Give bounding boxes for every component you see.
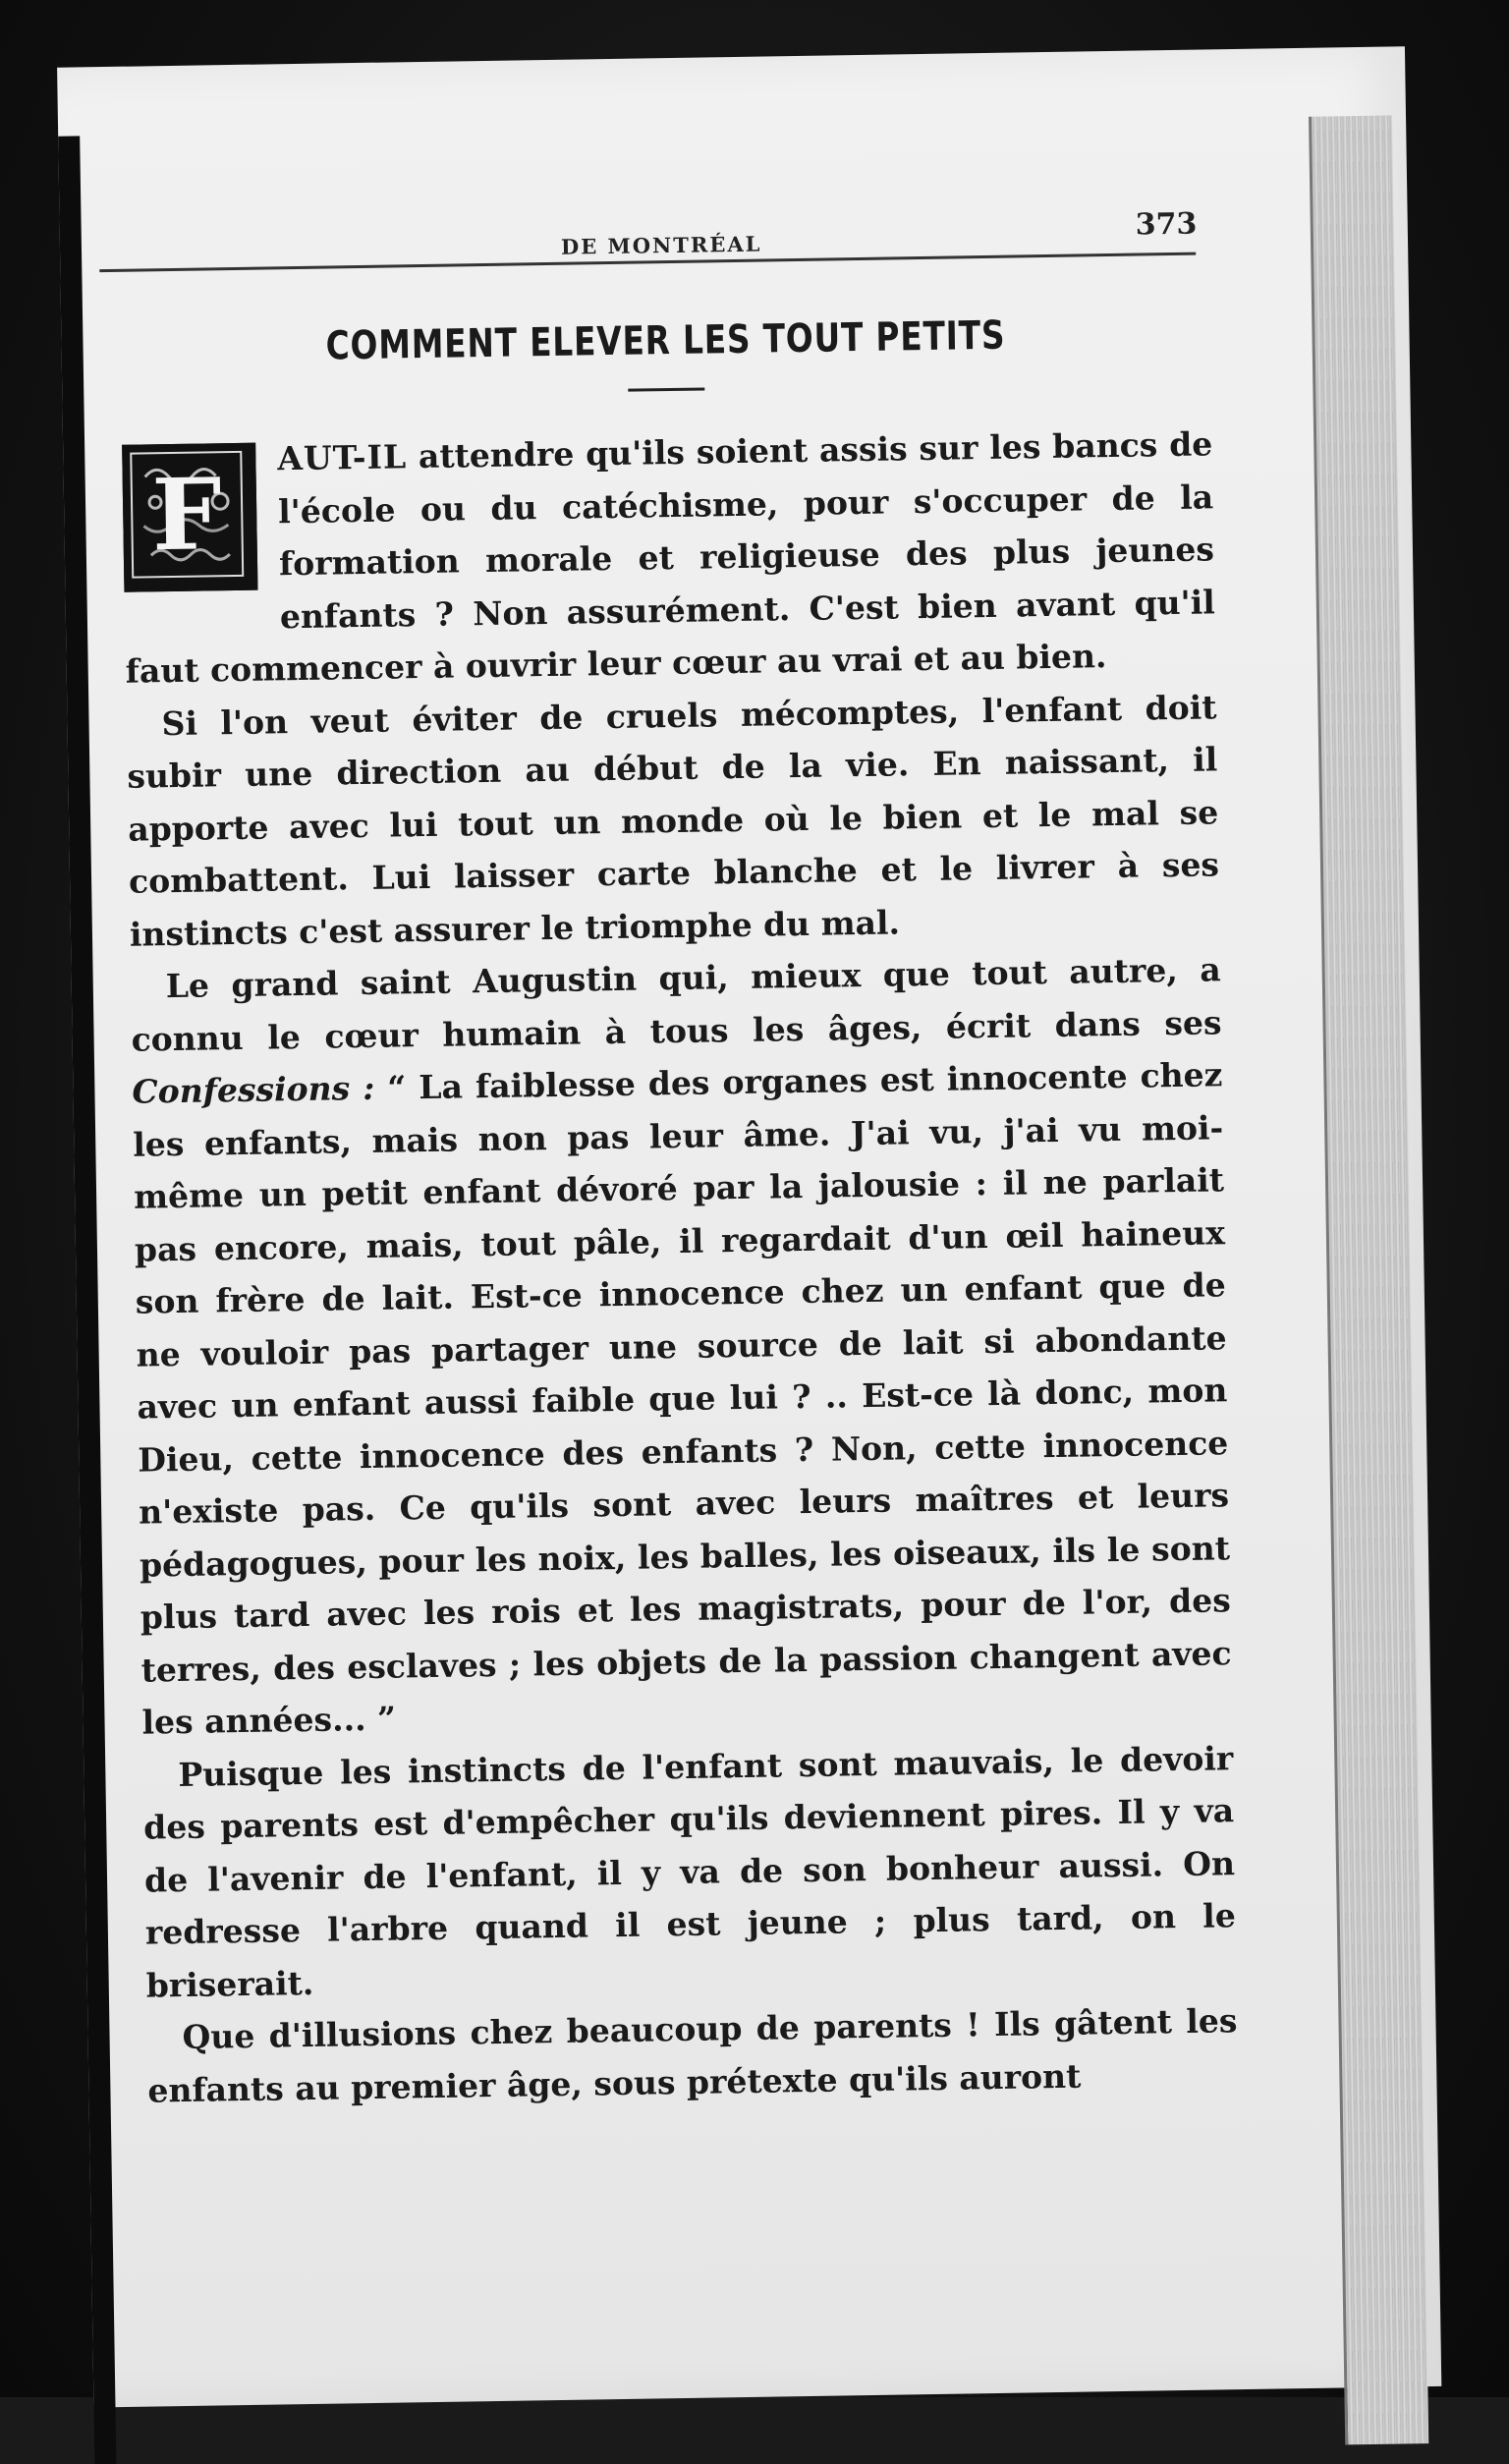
paragraph-4: Puisque les instincts de l'enfant sont mauvais, le devoir des parents est d'empêcher qu'ils deviennent pires. Il y va de l'avenir de l'enfant, il y va de son bonheur aussi. On redresse l'arbre quand il est jeune ; plus tard, on le briserait. — [142, 1738, 1237, 2005]
running-head-title: DE MONTRÉAL — [560, 231, 762, 259]
page-number: 373 — [1135, 206, 1198, 243]
ornamental-letter-icon — [125, 446, 249, 584]
article-title: COMMENT ELEVER LES TOUT PETITS — [325, 312, 1006, 369]
book-title-confessions: Confessions : — [132, 1068, 375, 1111]
paragraph-1 — [122, 418, 1216, 698]
title-rule — [628, 387, 704, 391]
page-stack-edge — [1309, 115, 1428, 2444]
paragraph-2: Si l'on veut éviter de cruels mécomptes, l'enfant doit subir une direction au début de la vie. En naissant, il apporte avec lui tout un monde où le bien et le mal se combattent. Lui laisser carte blanche et le livrer à ses instincts c'est assurer le triomphe du mal. — [127, 687, 1220, 954]
article — [120, 303, 1239, 2116]
paragraph-1-text: attendre qu'ils soient assis sur les bancs de l'école ou du catéchisme, pour s'occuper de la formation morale et religieuse des plus jeunes enfants ? Non assurément. C'est bien avant qu'il faut commencer à ouvrir leur cœur au vrai et au bien. — [125, 424, 1216, 691]
paragraph-5: Que d'illusions chez beaucoup de parents ! Ils gâtent les enfants au premier âge, sous prétexte qu'ils auront — [147, 2001, 1238, 2110]
lead-word: AUT-IL — [277, 437, 408, 478]
book-page — [57, 46, 1441, 2407]
running-head — [98, 156, 1200, 259]
drop-cap-ornament — [122, 443, 257, 592]
augustine-quote: “ La faiblesse des organes est innocente chez les enfants, mais non pas leur âme. J'ai vu, j'ai vu moi-même un petit enfant dévoré par la jalousie : il ne parlait pas encore, mais, tout pâle, il regardait d'un œil haineux son frère de lait. Est-ce innocence chez un enfant que de ne vouloir pas partager une source de lait si abondante avec un enfant aussi faible que lui ? .. Est-ce là donc, mon Dieu, cette innocence des enfants ? Non, cette innocence n'existe pas. Ce qu'ils sont avec leurs maîtres et leurs pédagogues, pour les noix, les balles, les oiseaux, ils le sont plus tard avec les rois et les magistrats, pour de l'or, des terres, des esclaves ; les objets de la passion changent avec les années... ” — [133, 1055, 1232, 1742]
article-body — [122, 418, 1239, 2116]
paragraph-3 — [130, 943, 1232, 1749]
svg-text:F: F — [150, 456, 223, 574]
paragraph-3-intro: Le grand saint Augustin qui, mieux que tout autre, a connu le cœur humain à tous les âges, écrit dans ses — [131, 950, 1222, 1059]
